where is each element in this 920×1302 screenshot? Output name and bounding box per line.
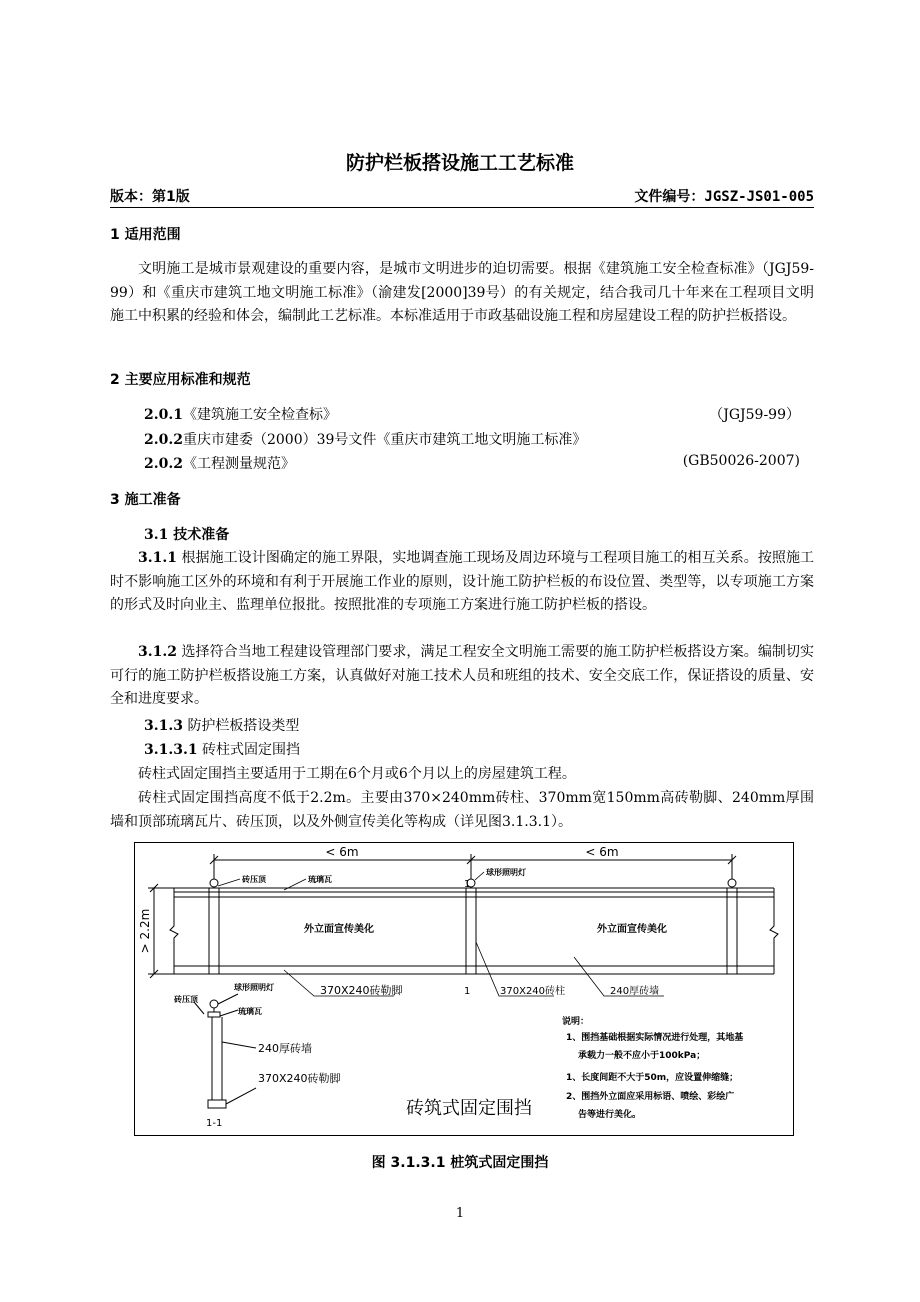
clause-number: 3.1.3 xyxy=(144,718,183,734)
paragraph-application xyxy=(110,763,814,787)
facade-label-left: 外立面宣传美化 xyxy=(304,924,374,935)
section-tile-label: 琉璃瓦 xyxy=(238,1007,262,1016)
reference-number: 2.0.2 xyxy=(144,456,183,472)
application-text: 砖柱式固定围挡主要适用于工期在6个月或6个月以上的房屋建筑工程。 xyxy=(138,766,576,782)
brick-cap-label: 砖压顶 xyxy=(242,875,266,884)
section-2-heading: 2 主要应用标准和规范 xyxy=(110,372,251,388)
subsection-3-1-heading: 3.1 技术准备 xyxy=(144,527,230,543)
reference-item xyxy=(144,404,800,424)
facade-label-right: 外立面宣传美化 xyxy=(597,924,667,935)
reference-title: 《工程测量规范》 xyxy=(182,456,295,472)
document-title: 防护栏板搭设施工工艺标准 xyxy=(345,152,574,174)
wall-label: 240厚砖墙 xyxy=(610,986,660,997)
span-dimension-left: < 6m xyxy=(325,845,359,859)
paragraph-3-1-1 xyxy=(110,547,814,618)
plinth-label: 370X240砖勒脚 xyxy=(320,984,403,997)
section-view-label: 1-1 xyxy=(206,1118,223,1129)
section-plinth-label: 370X240砖勒脚 xyxy=(258,1072,341,1085)
section-3-heading: 3 施工准备 xyxy=(110,492,181,508)
figure-inner-title: 砖筑式固定围挡 xyxy=(406,1098,532,1119)
clause-text: 砖柱式固定围挡 xyxy=(202,742,301,758)
section-1-paragraph xyxy=(110,258,814,329)
section-1-heading: 1 适用范围 xyxy=(110,227,181,243)
section-1-text: 文明施工是城市景观建设的重要内容，是城市文明进步的迫切需要。根据《建筑施工安全检查标准》（JGJ59-99）和《重庆市建筑工地文明施工标准》（渝建发[2000]39号）的有关规定，结合我司几十年来在工程项目文明施工中积累的经验和体会，编制此工艺标准。本标准适用于市政基础设施工程和房屋建设工程的防护拦板搭设。 xyxy=(110,261,814,324)
clause-number: 3.1.2 xyxy=(138,644,177,660)
reference-code: (GB50026-2007) xyxy=(682,453,800,469)
page-number: 1 xyxy=(455,1206,465,1221)
ball-lamp-label: 球形照明灯 xyxy=(486,868,526,877)
clause-text: 防护栏板搭设类型 xyxy=(187,718,300,734)
reference-item xyxy=(144,429,800,449)
section-mark-top: 1 xyxy=(464,879,471,890)
note-1-line-1: 1、围挡基础根据实际情况进行处理，其地基 xyxy=(566,1033,744,1043)
wall-diagram xyxy=(134,842,794,1136)
note-3-line-1: 2、围挡外立面应采用标语、喷绘、彩绘广 xyxy=(566,1092,735,1102)
height-dimension: > 2.2m xyxy=(138,908,152,954)
clause-number: 3.1.3.1 xyxy=(144,742,198,758)
reference-number: 2.0.1 xyxy=(144,407,183,423)
figure-caption: 图 3.1.3.1 桩筑式固定围挡 xyxy=(371,1155,549,1171)
span-dimension-right: < 6m xyxy=(585,845,619,859)
reference-number: 2.0.2 xyxy=(144,432,183,448)
file-number: 文件编号：JGSZ-JS01-005 xyxy=(634,189,814,205)
glazed-tile-label: 琉璃瓦 xyxy=(308,875,332,884)
section-lamp-label: 球形照明灯 xyxy=(234,983,274,992)
note-1-line-2: 承载力一般不应小于100kPa； xyxy=(578,1051,706,1061)
reference-title: 重庆市建委（2000）39号文件《重庆市建筑工地文明施工标准》 xyxy=(182,432,587,448)
note-3-line-2: 告等进行美化。 xyxy=(578,1110,642,1120)
paragraph-3-1-2 xyxy=(110,641,814,712)
header-rule xyxy=(110,207,814,208)
composition-text: 砖柱式固定围挡高度不低于2.2m。主要由370×240mm砖柱、370mm宽150mm高砖勒脚、240mm厚围墙和顶部琉璃瓦片、砖压顶，以及外侧宣传美化等构成（详见图3.1.3.1）。 xyxy=(110,790,814,830)
clause-text: 根据施工设计图确定的施工界限，实地调查施工现场及周边环境与工程项目施工的相互关系。按照施工时不影响施工区外的环境和有利于开展施工作业的原则，设计施工防护栏板的布设位置、类型等，以专项施工方案的形式及时向业主、监理单位报批。按照批准的专项施工方案进行施工防护栏板的搭设。 xyxy=(110,550,815,613)
section-mark-bottom: 1 xyxy=(464,986,471,997)
note-2: 1、长度间距不大于50m，应设置伸缩缝； xyxy=(566,1073,739,1083)
version-label: 版本：第1版 xyxy=(110,189,190,205)
section-wall-label: 240厚砖墙 xyxy=(258,1042,312,1055)
column-label: 370X240砖柱 xyxy=(500,986,566,997)
clause-text: 选择符合当地工程建设管理部门要求，满足工程安全文明施工需要的施工防护栏板搭设方案。编制切实可行的施工防护栏板搭设施工方案，认真做好对施工技术人员和班组的技术、安全交底工作，保证搭设的质量、安全和进度要求。 xyxy=(110,644,815,707)
ball-lamps xyxy=(210,879,736,887)
reference-title: 《建筑施工安全检查标》 xyxy=(182,407,337,423)
reference-code: （JGJ59-99） xyxy=(709,407,800,423)
clause-number: 3.1.1 xyxy=(138,550,177,566)
dimension-lines xyxy=(210,854,736,882)
notes-title: 说明： xyxy=(562,1017,590,1027)
section-cap-label: 砖压顶 xyxy=(174,995,198,1004)
clause-3-1-3-1 xyxy=(144,739,300,762)
reference-item xyxy=(144,453,800,473)
paragraph-composition xyxy=(110,787,814,834)
wall-elevation xyxy=(170,888,778,974)
clause-3-1-3 xyxy=(144,715,299,738)
